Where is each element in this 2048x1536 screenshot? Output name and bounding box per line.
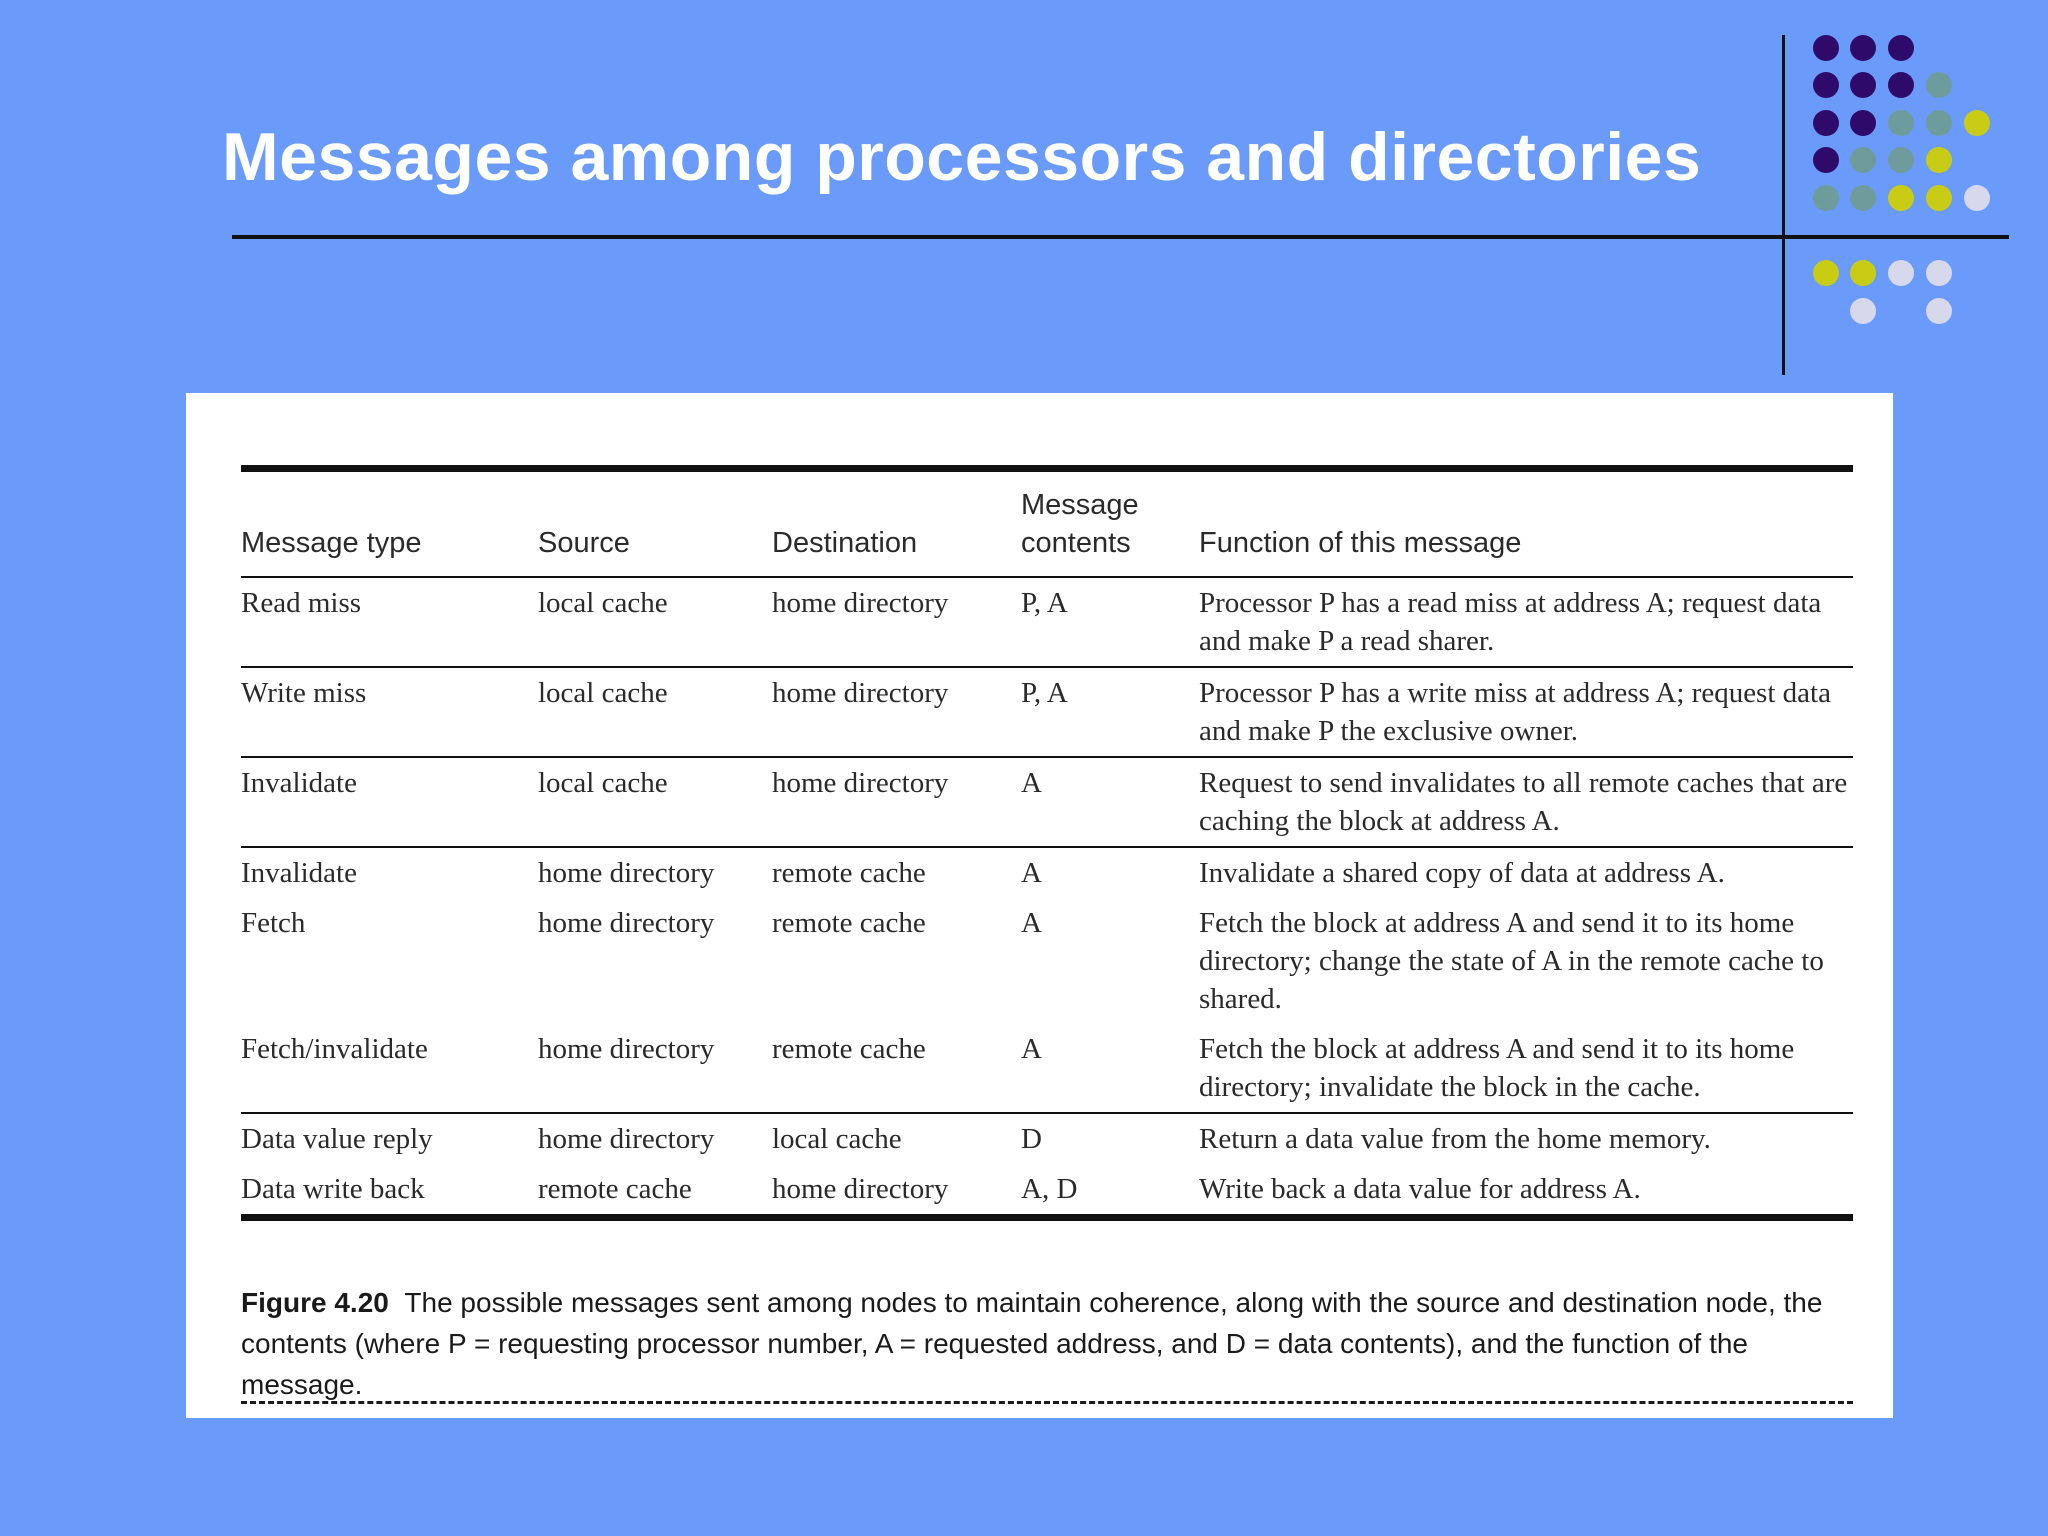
cell-message-type: Write miss: [241, 667, 538, 757]
table-header-row: [241, 469, 1853, 578]
cell-destination: remote cache: [772, 857, 926, 889]
decorative-dot: [1850, 35, 1876, 61]
decorative-dot: [1850, 298, 1876, 324]
cell-message-type: Read miss: [241, 577, 538, 667]
decorative-dot: [1964, 185, 1990, 211]
table-row: [241, 1024, 1853, 1113]
cell-contents: D: [1021, 1123, 1042, 1155]
table-row: [241, 847, 1853, 898]
cell-source: local cache: [538, 757, 772, 847]
cell-function: Processor P has a write miss at address A; request data and make P the exclusive owner.: [1199, 667, 1853, 757]
decorative-dot: [1850, 147, 1876, 173]
cell-contents: A: [1021, 907, 1042, 939]
decorative-dot: [1850, 185, 1876, 211]
cell-source: home directory: [538, 1123, 715, 1155]
cell-destination: home directory: [772, 577, 1021, 667]
cell-source: remote cache: [538, 1173, 692, 1205]
decorative-dot: [1888, 185, 1914, 211]
decorative-dot: [1813, 260, 1839, 286]
header-message-contents: [1021, 469, 1199, 578]
table-row: [241, 757, 1853, 847]
cell-message-type: Data value reply: [241, 1123, 433, 1155]
cell-contents: A: [1021, 1024, 1199, 1113]
decorative-dot: [1850, 110, 1876, 136]
decorative-dot: [1888, 72, 1914, 98]
figure-caption-label: Figure 4.20: [241, 1287, 389, 1318]
figure-caption-text: The possible messages sent among nodes to maintain coherence, along with the source and destination node, the contents (where P = requesting processor number, A = requested address, and D = data contents), and the function of the message.: [241, 1287, 1823, 1400]
cell-function: Fetch the block at address A and send it to its home directory; invalidate the block in the cache.: [1199, 1024, 1853, 1113]
table-row: [241, 667, 1853, 757]
cell-contents: A: [1021, 757, 1199, 847]
cell-destination: home directory: [772, 1173, 949, 1205]
table-row: [241, 1164, 1853, 1218]
cell-function: Invalidate a shared copy of data at address A.: [1199, 857, 1725, 889]
cell-source: local cache: [538, 577, 772, 667]
vertical-divider: [1782, 35, 1785, 375]
cell-destination: remote cache: [772, 1024, 1021, 1113]
cell-message-type: Fetch: [241, 907, 306, 939]
title-divider: [232, 235, 2009, 239]
cell-source: home directory: [538, 1024, 772, 1113]
slide-title: Messages among processors and directories: [222, 119, 1702, 195]
decorative-dot: [1813, 185, 1839, 211]
cell-destination: home directory: [772, 667, 1021, 757]
decorative-dot: [1888, 147, 1914, 173]
figure-panel: [186, 393, 1893, 1418]
decorative-dot: [1813, 35, 1839, 61]
cell-source: local cache: [538, 667, 772, 757]
cell-contents: A: [1021, 857, 1042, 889]
decorative-dot: [1813, 72, 1839, 98]
cell-contents: A, D: [1021, 1173, 1078, 1205]
decorative-dot: [1926, 185, 1952, 211]
decorative-dot: [1850, 72, 1876, 98]
header-contents-line2: contents: [1021, 527, 1131, 559]
cell-message-type: Invalidate: [241, 757, 538, 847]
decorative-dot: [1813, 110, 1839, 136]
cell-source: home directory: [538, 907, 715, 939]
decorative-dot: [1888, 35, 1914, 61]
decorative-dot: [1813, 147, 1839, 173]
cell-function: Fetch the block at address A and send it to its home directory; change the state of A in the remote cache to shared.: [1199, 907, 1824, 1015]
decorative-dot: [1850, 260, 1876, 286]
cell-function: Request to send invalidates to all remote caches that are caching the block at address A.: [1199, 757, 1853, 847]
table-row: [241, 1113, 1853, 1164]
decorative-dot: [1926, 72, 1952, 98]
cell-destination: remote cache: [772, 907, 926, 939]
table-row: [241, 898, 1853, 1024]
cell-contents: P, A: [1021, 667, 1199, 757]
decorative-dot: [1888, 110, 1914, 136]
table-row: [241, 577, 1853, 667]
cell-source: home directory: [538, 857, 715, 889]
header-destination: Destination: [772, 469, 1021, 578]
cell-function: Return a data value from the home memory.: [1199, 1123, 1711, 1155]
cell-message-type: Fetch/invalidate: [241, 1024, 538, 1113]
cell-contents: P, A: [1021, 577, 1199, 667]
figure-caption: [241, 1282, 1861, 1405]
header-source: Source: [538, 469, 772, 578]
decorative-dot: [1964, 110, 1990, 136]
cell-function: Write back a data value for address A.: [1199, 1173, 1641, 1205]
header-function: Function of this message: [1199, 469, 1853, 578]
cell-function: Processor P has a read miss at address A; request data and make P a read sharer.: [1199, 577, 1853, 667]
decorative-dot: [1926, 110, 1952, 136]
cell-destination: local cache: [772, 1123, 902, 1155]
decorative-dot: [1926, 260, 1952, 286]
header-contents-line1: Message: [1021, 489, 1139, 521]
cell-message-type: Invalidate: [241, 857, 357, 889]
decorative-dot: [1926, 147, 1952, 173]
decorative-dot: [1888, 260, 1914, 286]
messages-table: [241, 465, 1853, 1221]
cropped-text-fragment: [241, 1401, 1853, 1418]
decorative-dot: [1926, 298, 1952, 324]
cell-destination: home directory: [772, 757, 1021, 847]
header-message-type: Message type: [241, 469, 538, 578]
cell-message-type: Data write back: [241, 1173, 425, 1205]
